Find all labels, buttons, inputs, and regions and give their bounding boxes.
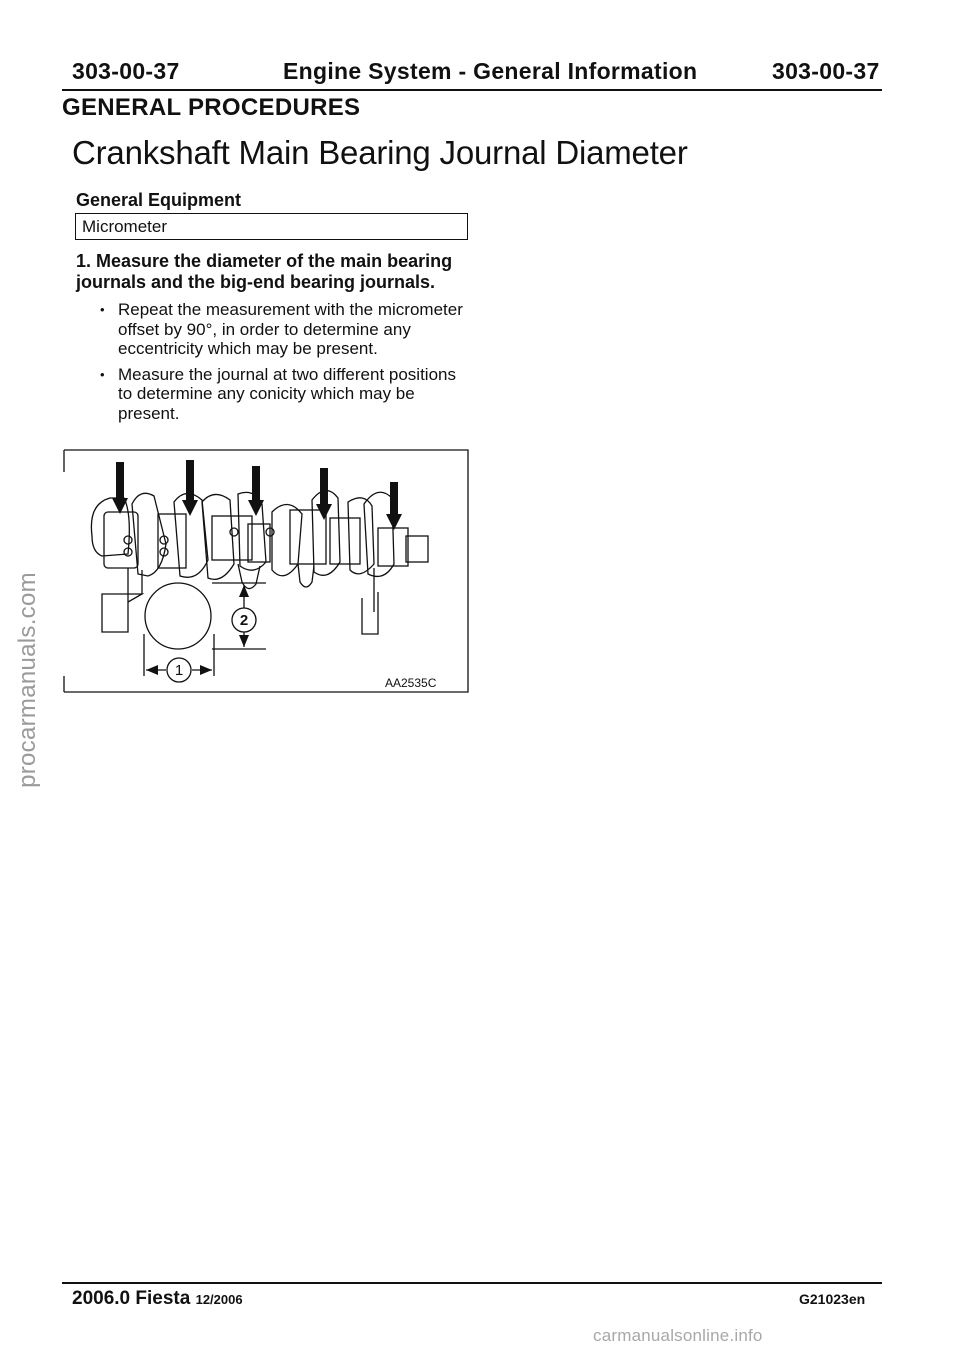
figure-reference: AA2535C <box>385 676 437 690</box>
section-heading: GENERAL PROCEDURES <box>62 94 361 121</box>
side-watermark <box>8 565 48 795</box>
equipment-label: General Equipment <box>76 190 242 210</box>
bullet-item: • Measure the journal at two different positions to determine any conicity which may be present. <box>98 365 470 424</box>
equipment-item: Micrometer <box>82 217 168 236</box>
footer-divider <box>62 1282 882 1284</box>
footer-model <box>72 1288 243 1310</box>
bullet-item: • Repeat the measurement with the micrometer offset by 90°, in order to determine any eccentricity which may be present. <box>98 300 470 359</box>
crankshaft-figure <box>62 444 470 694</box>
step-bullet-list <box>98 300 470 429</box>
footer-code: G21023en <box>799 1291 866 1307</box>
footer-model-name: 2006.0 Fiesta <box>72 1288 191 1309</box>
header-divider <box>62 89 882 91</box>
callout-1-label: 1 <box>174 662 184 679</box>
side-watermark-text: procarmanuals.com <box>14 572 41 788</box>
step-number: 1. <box>76 251 92 271</box>
procedure-title: Crankshaft Main Bearing Journal Diameter <box>72 134 688 171</box>
crankshaft-illustration <box>62 444 470 694</box>
page-number-left: 303-00-37 <box>72 58 180 84</box>
step-1 <box>76 251 496 293</box>
callout-2-label: 2 <box>239 612 249 629</box>
page-number-right: 303-00-37 <box>772 58 880 84</box>
bottom-watermark: carmanualsonline.info <box>593 1326 763 1345</box>
step-text: Measure the diameter of the main bearing journals and the big-end bearing journals. <box>76 251 453 292</box>
footer-date: 12/2006 <box>195 1292 243 1307</box>
chapter-title: Engine System - General Information <box>283 58 698 84</box>
